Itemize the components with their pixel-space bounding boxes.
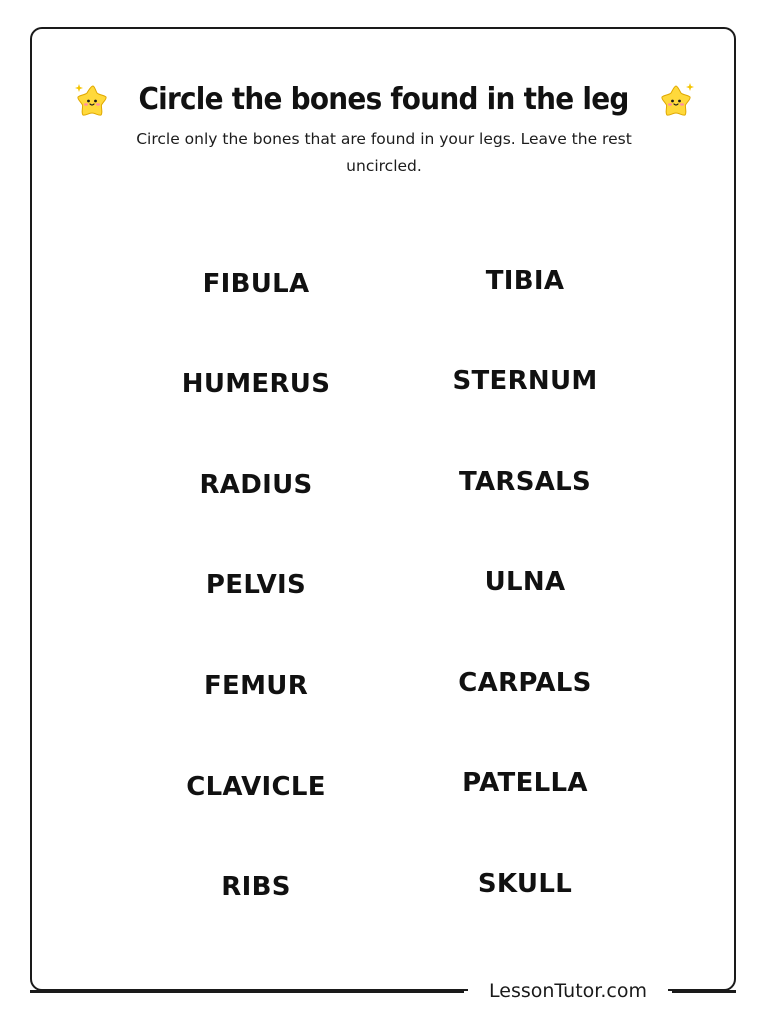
- footer-divider: [30, 990, 464, 993]
- bone-word[interactable]: PATELLA: [462, 768, 588, 798]
- smiling-star-icon: [70, 78, 114, 122]
- bone-word[interactable]: CARPALS: [458, 668, 592, 698]
- bone-word[interactable]: FEMUR: [203, 671, 309, 701]
- bone-word[interactable]: FIBULA: [202, 269, 310, 299]
- bone-word[interactable]: CLAVICLE: [186, 772, 326, 802]
- bone-word[interactable]: RADIUS: [199, 470, 313, 500]
- bone-word[interactable]: HUMERUS: [181, 369, 331, 399]
- bone-word[interactable]: ULNA: [484, 567, 566, 597]
- title-row: [0, 78, 768, 122]
- bone-word[interactable]: RIBS: [221, 872, 291, 902]
- bone-word[interactable]: SKULL: [477, 869, 573, 899]
- bone-word[interactable]: STERNUM: [452, 366, 598, 396]
- instructions: Circle only the bones that are found in your legs. Leave the rest uncircled.: [136, 130, 632, 175]
- footer-site: LessonTutor.com: [468, 977, 668, 1005]
- bone-word[interactable]: PELVIS: [205, 570, 307, 600]
- smiling-star-icon: [654, 78, 698, 122]
- bone-word[interactable]: TARSALS: [458, 467, 592, 497]
- bone-word[interactable]: TIBIA: [485, 266, 565, 296]
- footer-divider: [672, 990, 736, 993]
- page-title: Circle the bones found in the leg: [138, 82, 630, 117]
